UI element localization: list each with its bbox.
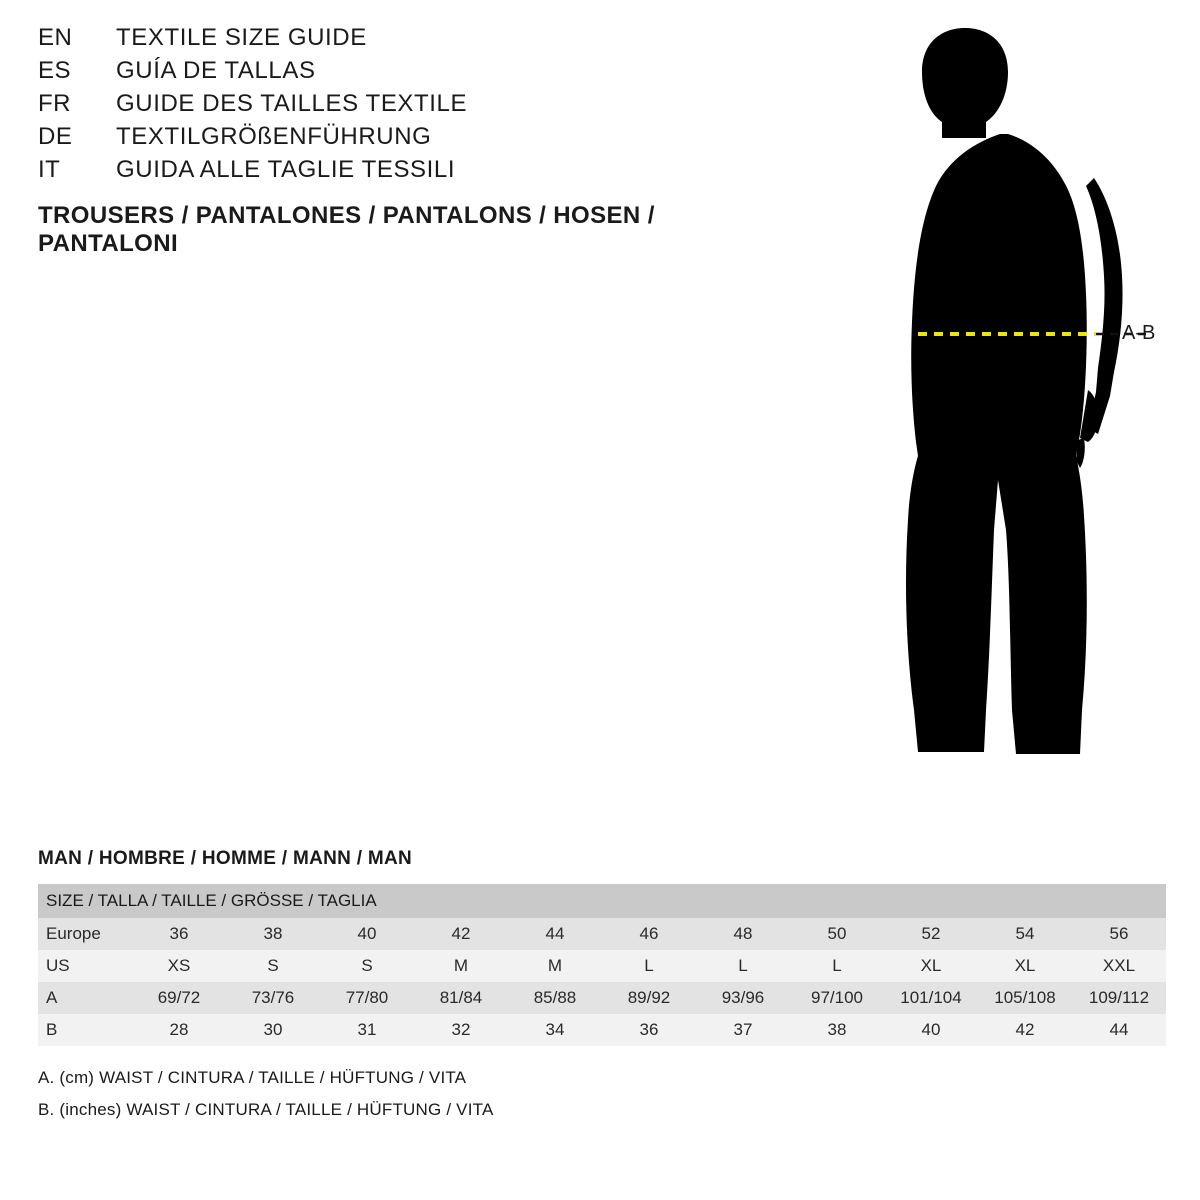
language-title: GUIDE DES TAILLES TEXTILE [116, 90, 468, 117]
garment-type-title: TROUSERS / PANTALONES / PANTALONS / HOSEN / PANTALONI [38, 202, 655, 257]
table-cell: 85/88 [508, 982, 602, 1014]
language-row [38, 92, 798, 116]
table-cell: 54 [978, 918, 1072, 950]
table-cell: 93/96 [696, 982, 790, 1014]
table-cell: XL [884, 950, 978, 982]
table-cell: 97/100 [790, 982, 884, 1014]
table-cell: XS [132, 950, 226, 982]
male-silhouette-figure [800, 10, 1200, 810]
language-title: GUIDA ALLE TAGLIE TESSILI [116, 156, 456, 183]
table-cell: 52 [884, 918, 978, 950]
table-cell: 48 [696, 918, 790, 950]
table-cell: 42 [978, 1014, 1072, 1046]
row-label: B [38, 1014, 132, 1046]
table-cell: 81/84 [414, 982, 508, 1014]
language-code: IT [38, 156, 61, 183]
table-cell: L [790, 950, 884, 982]
table-cell: 109/112 [1072, 982, 1166, 1014]
footnote-a: A. (cm) WAIST / CINTURA / TAILLE / HÜFTUNG / VITA [38, 1068, 467, 1087]
table-cell: 38 [790, 1014, 884, 1046]
table-cell: 40 [320, 918, 414, 950]
table-cell: 44 [1072, 1014, 1166, 1046]
table-cell: 44 [508, 918, 602, 950]
table-cell: 31 [320, 1014, 414, 1046]
table-cell: 28 [132, 1014, 226, 1046]
language-code: FR [38, 90, 71, 117]
language-row [38, 158, 798, 182]
table-cell: 36 [602, 1014, 696, 1046]
size-table [38, 884, 1166, 1046]
table-row [38, 982, 1166, 1014]
table-cell: L [696, 950, 790, 982]
table-cell: XL [978, 950, 1072, 982]
language-code: DE [38, 123, 73, 150]
table-cell: L [602, 950, 696, 982]
table-cell: 46 [602, 918, 696, 950]
footnotes [38, 1068, 1166, 1120]
table-cell: 101/104 [884, 982, 978, 1014]
language-row [38, 125, 798, 149]
table-cell: 56 [1072, 918, 1166, 950]
size-table-section [38, 848, 1166, 1132]
table-cell: 69/72 [132, 982, 226, 1014]
table-row [38, 950, 1166, 982]
table-cell: S [320, 950, 414, 982]
footnote-b: B. (inches) WAIST / CINTURA / TAILLE / HÜFTUNG / VITA [38, 1100, 494, 1119]
size-guide-header [38, 26, 798, 258]
table-cell: 30 [226, 1014, 320, 1046]
language-title: TEXTILE SIZE GUIDE [116, 24, 367, 51]
language-title: GUÍA DE TALLAS [116, 57, 316, 84]
row-label: US [38, 950, 132, 982]
table-cell: M [414, 950, 508, 982]
table-cell: 73/76 [226, 982, 320, 1014]
table-cell: 34 [508, 1014, 602, 1046]
language-code: ES [38, 57, 72, 84]
row-label: A [38, 982, 132, 1014]
table-cell: XXL [1072, 950, 1166, 982]
language-code: EN [38, 24, 73, 51]
language-title: TEXTILGRÖßENFÜHRUNG [116, 123, 432, 150]
table-caption: MAN / HOMBRE / HOMME / MANN / MAN [38, 848, 413, 869]
table-cell: 37 [696, 1014, 790, 1046]
table-header-row [38, 884, 1166, 918]
table-cell: 40 [884, 1014, 978, 1046]
table-cell: 77/80 [320, 982, 414, 1014]
table-cell: 89/92 [602, 982, 696, 1014]
table-row [38, 1014, 1166, 1046]
language-row [38, 26, 798, 50]
row-label: Europe [38, 918, 132, 950]
table-cell: 42 [414, 918, 508, 950]
table-cell: 32 [414, 1014, 508, 1046]
table-header-label: SIZE / TALLA / TAILLE / GRÖSSE / TAGLIA [38, 884, 1166, 918]
language-row [38, 59, 798, 83]
table-cell: 38 [226, 918, 320, 950]
measure-label-ab: A-B [1122, 322, 1156, 344]
table-row [38, 918, 1166, 950]
table-cell: 50 [790, 918, 884, 950]
table-cell: S [226, 950, 320, 982]
table-cell: 36 [132, 918, 226, 950]
table-cell: 105/108 [978, 982, 1072, 1014]
table-cell: M [508, 950, 602, 982]
